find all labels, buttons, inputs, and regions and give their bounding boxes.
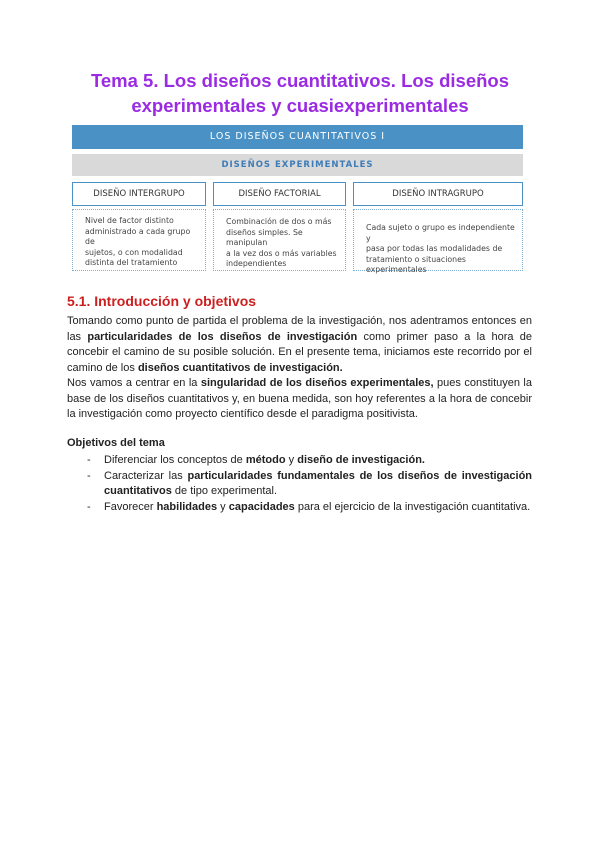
bold-run: método — [245, 454, 286, 466]
page-title-line-1: Tema 5. Los diseños cuantitativos. Los diseños — [90, 70, 510, 91]
text-run: Favorecer — [104, 500, 157, 513]
column-body-line: administrado a cada grupo de — [85, 226, 191, 246]
objectives-title: Objetivos del tema — [67, 437, 165, 449]
list-item — [67, 453, 532, 469]
section-heading: 5.1. Introducción y objetivos — [67, 293, 257, 309]
text-run: Caracterizar las — [104, 469, 188, 482]
list-item — [67, 469, 532, 500]
column-heading-intergrupo: DISEÑO INTERGRUPO — [72, 182, 206, 206]
column-body-intragrupo — [353, 209, 523, 274]
column-body-line: Cada sujeto o grupo es independiente y — [366, 223, 515, 243]
column-body-line: independientes — [226, 259, 287, 268]
diagram-banner: LOS DISEÑOS CUANTITATIVOS I — [72, 125, 523, 149]
bold-run: particularidades fundamentales de los diseños de investigación cuantitativos — [104, 469, 533, 497]
bold-run: diseño de investigación. — [297, 454, 425, 466]
text-run: Nos vamos a centrar en la — [67, 377, 201, 389]
column-body-factorial — [213, 209, 346, 271]
text-run: y — [217, 500, 229, 513]
bold-run: particularidades de los diseños de investigación — [87, 330, 358, 343]
bold-run: habilidades — [156, 500, 218, 513]
column-body-line: a la vez dos o más variables — [226, 248, 337, 258]
list-item — [67, 500, 532, 516]
column-body-line: sujetos, o con modalidad — [85, 247, 183, 257]
text-run: Diferenciar los conceptos de — [104, 454, 246, 466]
bold-run: singularidad de los diseños experimentales, — [200, 377, 434, 389]
column-heading-factorial: DISEÑO FACTORIAL — [213, 182, 346, 206]
diagram-subbanner: DISEÑOS EXPERIMENTALES — [72, 154, 523, 176]
column-body-line: Nivel de factor distinto — [85, 216, 174, 225]
list-dash: - — [87, 469, 91, 482]
text-run: de tipo experimental. — [171, 485, 278, 497]
bold-run: diseños cuantitativos de investigación. — [137, 361, 343, 374]
list-dash: - — [87, 454, 91, 466]
column-heading-intragrupo: DISEÑO INTRAGRUPO — [353, 182, 523, 206]
column-body-line: pasa por todas las modalidades de — [366, 244, 503, 253]
intro-paragraph-2 — [67, 376, 532, 423]
page-title — [60, 68, 540, 118]
page-title-line-2: experimentales y cuasiexperimentales — [131, 95, 469, 116]
column-body-intergrupo — [72, 209, 206, 271]
intro-paragraph-1 — [67, 314, 532, 376]
text-run: pues constituyen la base de los diseños cuantitativos y, en buena medida, son hoy referentes a la hora de concebir la investigación como proyecto científico desde el paradigma positivista. — [67, 377, 532, 420]
column-body-line: tratamiento o situaciones experimentales — [366, 254, 466, 274]
objectives-list — [67, 453, 532, 515]
column-body-line: distinta del tratamiento — [85, 258, 178, 267]
text-run: y — [285, 454, 298, 466]
bold-run: capacidades — [228, 500, 295, 513]
text-run: Tomando como punto de partida el problema de la investigación, nos adentramos entonces en las — [67, 315, 532, 343]
column-body-line: Combinación de dos o más — [226, 217, 332, 226]
list-dash: - — [87, 500, 91, 513]
designs-diagram — [72, 125, 523, 274]
column-body-line: diseños simples. Se manipulan — [226, 227, 303, 247]
text-run: para el ejercicio de la investigación cuantitativa. — [294, 500, 531, 513]
text-run: como primer paso a la hora de concebir el camino de su posible solución. En el presente tema, iniciamos este recorrido por el camino de los — [67, 330, 532, 374]
